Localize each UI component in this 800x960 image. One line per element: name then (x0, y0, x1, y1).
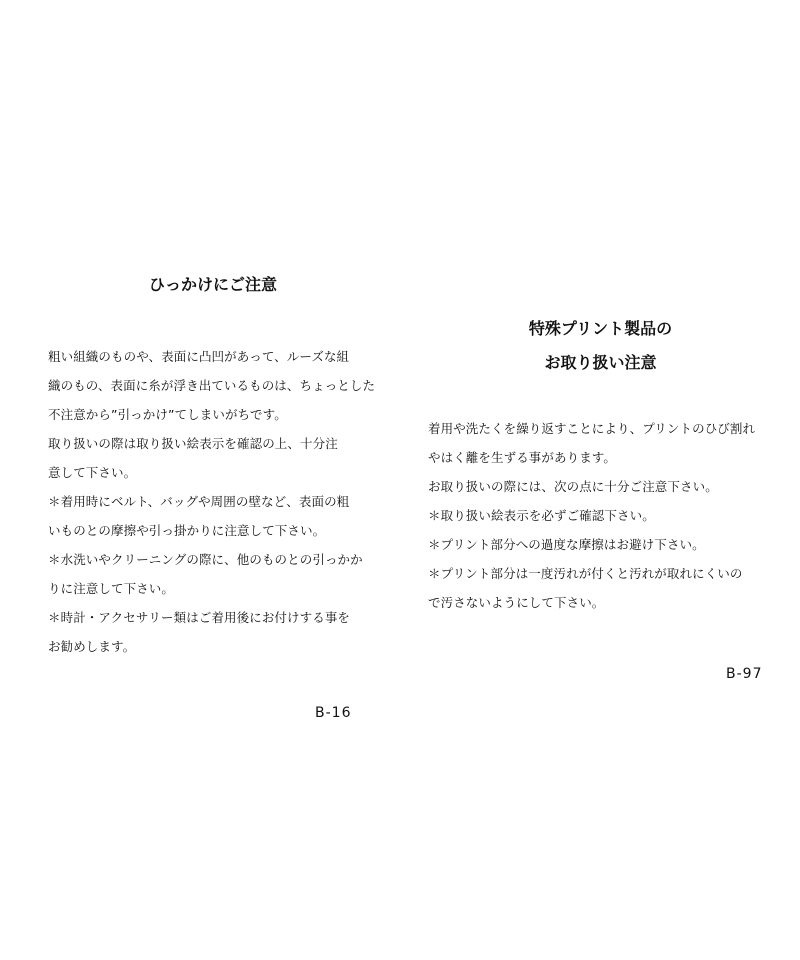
print-caution-heading-line1: 特殊プリント製品の (528, 319, 673, 338)
print-caution-heading-line2: お取り扱い注意 (544, 353, 657, 372)
body-line: ＊水洗いやクリーニングの際に、他のものとの引っかか (48, 552, 363, 567)
page-code-left: B-16 (315, 705, 352, 721)
body-line: ＊時計・アクセサリー類はご着用後にお付けする事を (48, 610, 351, 625)
body-line: お勧めします。 (48, 639, 136, 654)
body-line: ＊プリント部分は一度汚れが付くと汚れが取れにくいの (428, 566, 743, 581)
print-caution-heading (428, 312, 773, 380)
body-line: 取り扱いの際は取り扱い絵表示を確認の上、十分注 (48, 436, 338, 451)
hooking-caution-heading: ひっかけにご注意 (148, 275, 277, 294)
body-line: ＊取り扱い絵表示を必ずご確認下さい。 (428, 508, 655, 523)
body-line: お取り扱いの際には、次の点に十分ご注意下さい。 (428, 479, 718, 494)
body-line: ＊プリント部分への過度な摩擦はお避け下さい。 (428, 537, 705, 552)
body-line: りに注意して下さい。 (48, 581, 175, 596)
hooking-caution-body (48, 342, 378, 661)
body-line: やはく離を生ずる事があります。 (428, 450, 617, 465)
print-caution-panel (428, 312, 773, 617)
body-line: ＊着用時にベルト、バッグや周囲の壁など、表面の粗 (48, 494, 350, 509)
hooking-caution-panel (48, 268, 378, 661)
print-caution-body (428, 414, 773, 617)
body-line: 意して下さい。 (48, 465, 137, 480)
body-line: 不注意から”引っかけ”てしまいがちです。 (48, 407, 287, 422)
body-line: で汚さないようにして下さい。 (428, 595, 605, 610)
body-line: いものとの摩擦や引っ掛かりに注意して下さい。 (48, 523, 326, 538)
body-line: 粗い組織のものや、表面に凸凹があって、ルーズな組 (48, 349, 350, 364)
page-code-right: B-97 (726, 666, 763, 682)
body-line: 着用や洗たくを繰り返すことにより、プリントのひび割れ (428, 421, 756, 436)
body-line: 織のもの、表面に糸が浮き出ているものは、ちょっとした (48, 378, 376, 393)
